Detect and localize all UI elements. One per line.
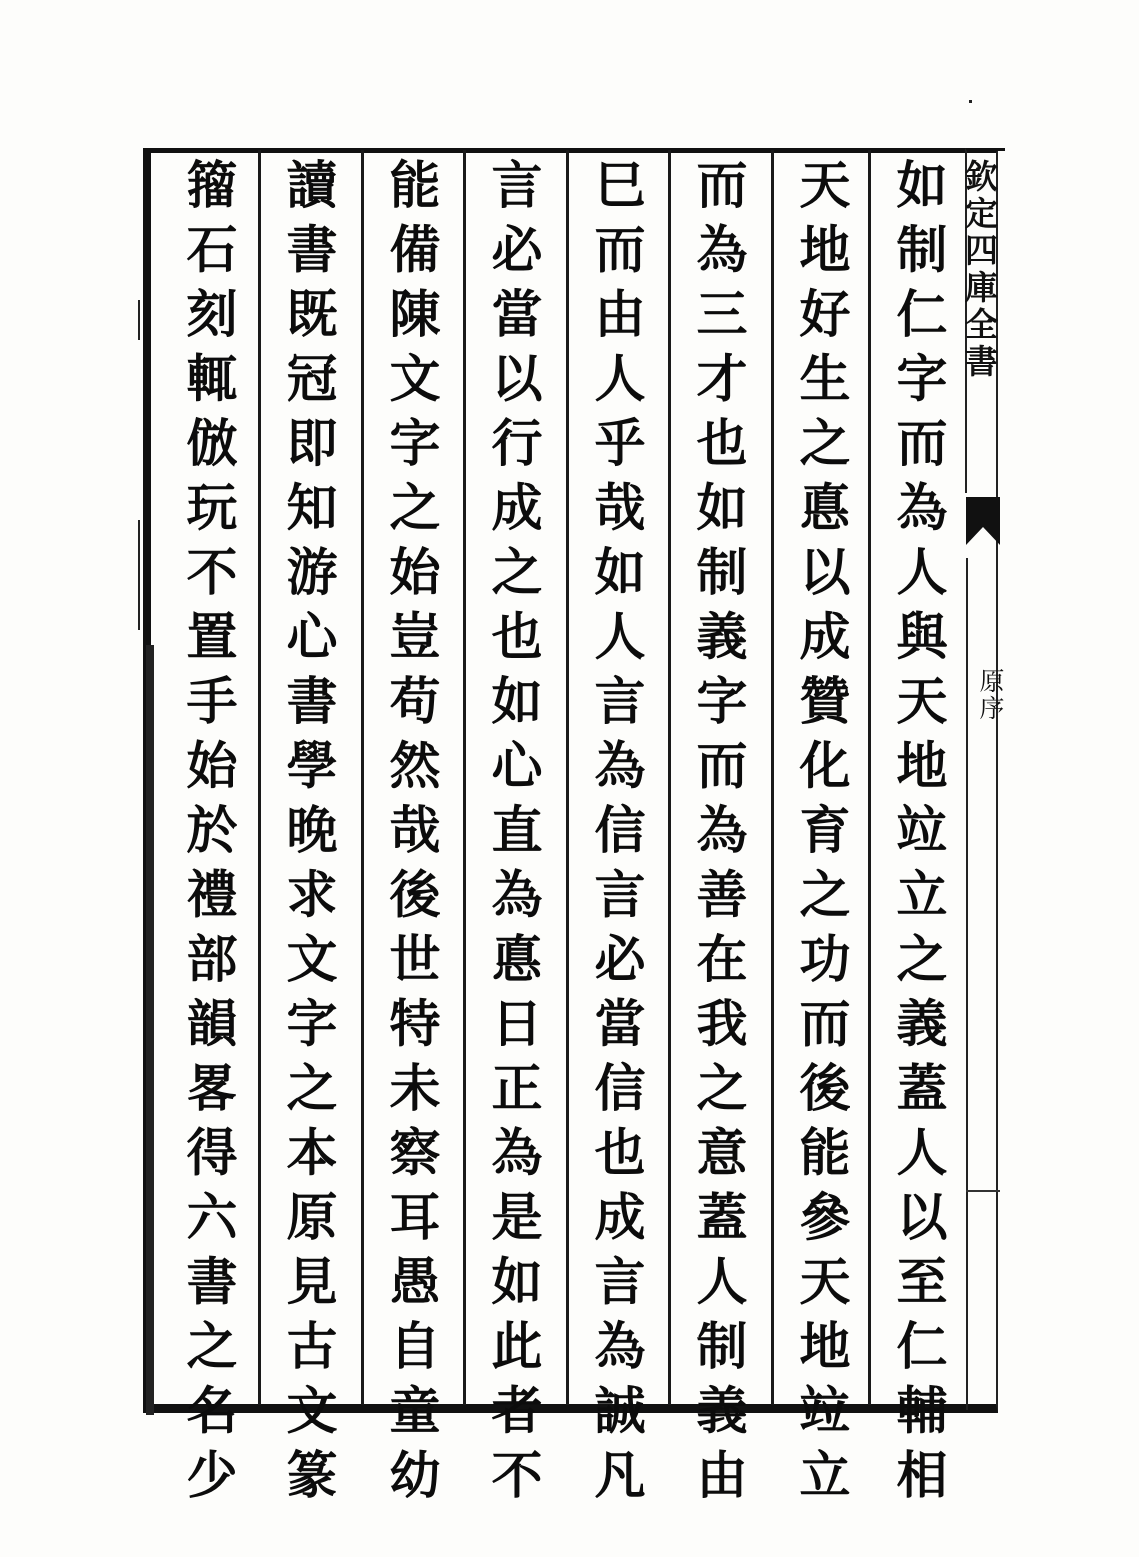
text-column-4: 巳而由人乎哉如人言為信言必當信也成言為誠凡 — [585, 158, 645, 1513]
scan-speck — [138, 520, 140, 630]
column-divider — [566, 150, 569, 1405]
margin-tick — [966, 1190, 1000, 1192]
book-title: 欽定四庫全書 — [965, 148, 1005, 493]
column-divider — [668, 150, 671, 1405]
scan-speck — [969, 100, 972, 103]
column-divider — [361, 150, 364, 1405]
text-column-5: 言必當以行成之也如心直為悳日正為是如此者不 — [482, 158, 542, 1513]
column-divider — [258, 150, 261, 1405]
text-column-1: 如制仁字而為人與天地竝立之義蓋人以至仁輔相 — [887, 158, 947, 1513]
text-column-6: 能備陳文字之始豈苟然哉後世特未察耳愚自童幼 — [380, 158, 440, 1513]
margin-rule — [966, 558, 968, 1410]
section-label: 原序 — [976, 668, 1005, 722]
text-column-7: 讀書既冠即知游心書學晚求文字之本原見古文篆 — [277, 158, 337, 1513]
column-divider — [463, 150, 466, 1405]
column-divider — [771, 150, 774, 1405]
text-column-3: 而為三才也如制義字而為善在我之意蓋人制義由 — [687, 158, 747, 1513]
scan-edge-mark — [146, 645, 154, 1415]
scan-speck — [138, 300, 140, 340]
text-column-2: 天地好生之悳以成贊化育之功而後能參天地竝立 — [790, 158, 850, 1513]
text-column-8: 籀石刻輒倣玩不置手始於禮部韻畧得六書之名少 — [177, 158, 237, 1513]
column-divider — [868, 150, 871, 1405]
fishtail-mark — [966, 497, 1000, 557]
